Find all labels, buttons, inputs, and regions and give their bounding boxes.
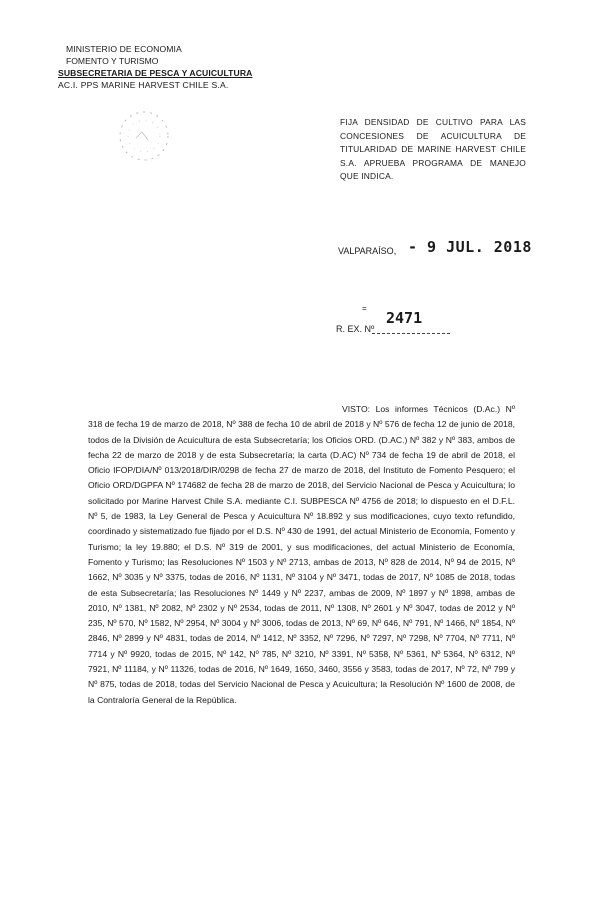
visto-text: VISTO: Los informes Técnicos (D.Ac.) Nº 318 de fecha 19 de marzo de 2018, Nº 388 de fecha 10 de abril de 2018 y Nº 576 de fecha 12 de junio de 2018, todos de la División de Acuicultura de esta Subsecretaría; los Oficios ORD. (D.AC.) Nº 382 y Nº 383, ambos de fecha 22 de marzo de 2018 y de esta Subsecretaría; la carta (D.AC) Nº 734 de fecha 19 de abril de 2018, el Oficio IFOP/DIA/Nº 013/2018/DIR/0298 de fecha 27 de marzo de 2018, del Instituto de Fomento Pesquero; el Oficio ORD/DGPFA Nº 174682 de fecha 28 de marzo de 2018, del Servicio Nacional de Pesca y Acuicultura; lo solicitado por Marine Harvest Chile S.A. mediante C.I. SUBPESCA Nº 4756 de 2018; lo dispuesto en el D.F.L. Nº 5, de 1983, la Ley General de Pesca y Acuicultura Nº 18.892 y sus modificaciones, cuyo texto refundido, coordinado y sistematizado fue fijado por el D.S. Nº 430 de 1991, del actual Ministerio de Economía, Fomento y Turismo; la ley 19.880; el D.S. Nº 319 de 2001, y sus modificaciones, del actual Ministerio de Economía, Fomento y Turismo; las Resoluciones Nº 1503 y Nº 2713, ambas de 2013, Nº 828 de 2014, Nº 94 de 2015, Nº 1662, Nº 3035 y Nº 3375, todas de 2016, Nº 1131, Nº 3104 y Nº 3471, todas de 2017, Nº 1085 de 2018, todas de esta Subsecretaría; las Resoluciones Nº 1449 y Nº 2237, ambas de 2009, Nº 1897 y Nº 1898, ambas de 2010, Nº 1381, Nº 2082, Nº 2302 y Nº 2534, todas de 2011, Nº 1308, Nº 2601 y Nº 3047, todas de 2012 y Nº 235, Nº 570, Nº 1582, Nº 2954, Nº 3004 y Nº 3006, todas de 2013, Nº 69, Nº 646, Nº 791, Nº 1466, Nº 1854, Nº 2846, Nº 2899 y Nº 4831, todas de 2014, Nº 1412, Nº 3352, Nº 7296, Nº 7297, Nº 7298, Nº 7704, Nº 7711, Nº 7714 y Nº 9920, todas de 2015, Nº 142, Nº 785, Nº 3210, Nº 3391, Nº 5358, Nº 5361, Nº 5364, Nº 6312, Nº 7921, Nº 11184, y Nº 11326, todas de 2016, Nº 1649, 1650, 3460, 3556 y 3583, todas de 2017, Nº 72, Nº 799 y Nº 875, todas de 2018, todas del Servicio Nacional de Pesca y Acuicultura; la Resolución Nº 1600 de 2008, de la Contraloría General de la República.	[88, 404, 515, 705]
subsecretaria-name: SUBSECRETARIA DE PESCA Y ACUICULTURA	[58, 68, 253, 78]
resolution-number-line	[372, 333, 450, 334]
resolution-number-block	[336, 304, 423, 334]
case-reference: AC.I. PPS MARINE HARVEST CHILE S.A.	[58, 79, 229, 90]
official-seal-icon	[116, 108, 172, 164]
resolution-subject: FIJA DENSIDAD DE CULTIVO PARA LAS CONCESIONES DE ACUICULTURA DE TITULARIDAD DE MARINE HARVEST CHILE S.A. APRUEBA PROGRAMA DE MANEJO QUE INDICA.	[340, 117, 526, 182]
resolution-label: R. EX. Nº	[336, 324, 375, 334]
ministry-subtitle: FOMENTO Y TURISMO	[66, 55, 159, 66]
letterhead	[58, 44, 258, 91]
dateline	[338, 238, 532, 256]
resolution-number: 2471	[386, 309, 423, 327]
place-label: VALPARAÍSO,	[338, 246, 397, 256]
visto-paragraph	[88, 402, 515, 708]
date-stamp: - 9 JUL. 2018	[408, 238, 532, 256]
handwritten-mark: =	[362, 304, 367, 313]
ministry-name: MINISTERIO DE ECONOMIA	[66, 44, 182, 54]
